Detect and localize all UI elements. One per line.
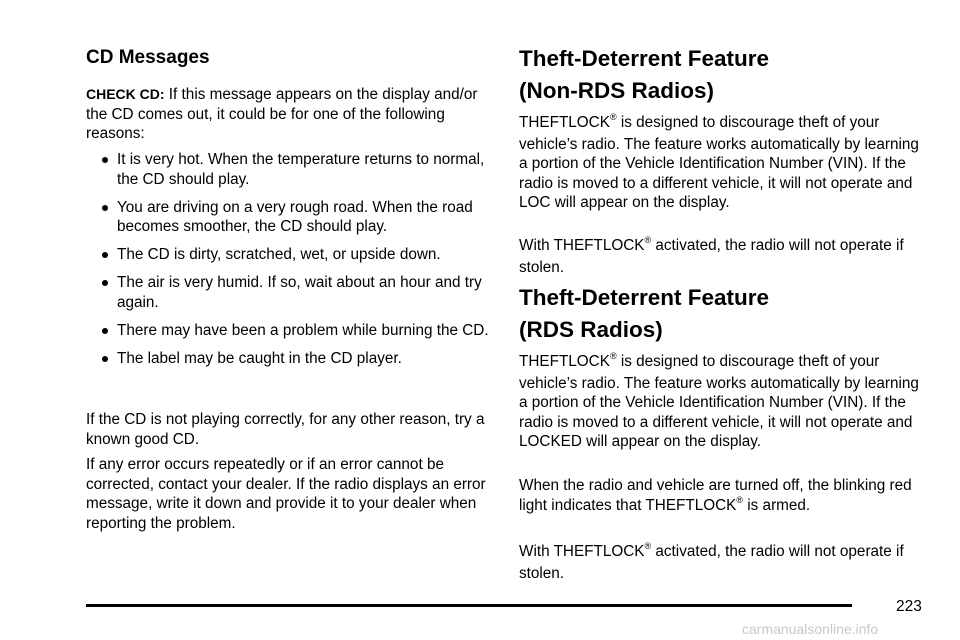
section2-heading-line2: (RDS Radios) bbox=[519, 317, 663, 342]
bullet-icon bbox=[102, 356, 108, 362]
registered-mark: ® bbox=[609, 351, 617, 361]
section1-heading-line1: Theft-Deterrent Feature bbox=[519, 46, 770, 71]
page-number: 223 bbox=[896, 598, 922, 615]
section2-heading-line1: Theft-Deterrent Feature bbox=[519, 285, 770, 310]
list-item: The label may be caught in the CD player. bbox=[86, 349, 490, 369]
section2-paragraph1: THEFTLOCK® is designed to discourage theft of your vehicle’s radio. The feature works automatically by learning a portion of the Vehicle Identification Number (VIN). If the radio is moved to a different vehicle, it will not operate and LOCKED will appear on the display. bbox=[519, 351, 919, 450]
section1-heading-line2: (Non-RDS Radios) bbox=[519, 78, 714, 103]
check-cd-paragraph bbox=[86, 85, 490, 144]
check-cd-text: If this message appears on the display and/or the CD comes out, it could be for one of the following reasons: bbox=[86, 86, 478, 142]
bullet-icon bbox=[102, 280, 108, 286]
registered-mark: ® bbox=[644, 235, 652, 245]
footer-rule bbox=[86, 604, 852, 607]
cd-reasons-list bbox=[86, 150, 490, 377]
check-cd-label: CHECK CD: bbox=[86, 86, 165, 102]
section1-paragraph1: THEFTLOCK® is designed to discourage theft of your vehicle’s radio. The feature works automatically by learning a portion of the Vehicle Identification Number (VIN). If the radio is moved to a different vehicle, it will not operate and LOC will appear on the display. bbox=[519, 112, 919, 211]
section2-paragraph2: When the radio and vehicle are turned off, the blinking red light indicates that THEFTLOCK® is armed. bbox=[519, 477, 912, 514]
error-paragraph: If any error occurs repeatedly or if an error cannot be corrected, contact your dealer. If the radio displays an error message, write it down and provide it to your dealer when reporting the problem. bbox=[86, 456, 486, 532]
watermark: carmanualsonline.info bbox=[742, 621, 879, 637]
registered-mark: ® bbox=[736, 494, 744, 505]
registered-mark: ® bbox=[609, 112, 617, 122]
bullet-icon bbox=[102, 252, 108, 258]
not-playing-paragraph: If the CD is not playing correctly, for any other reason, try a known good CD. bbox=[86, 411, 485, 448]
bullet-icon bbox=[102, 328, 108, 334]
list-item: It is very hot. When the temperature returns to normal, the CD should play. bbox=[86, 150, 490, 189]
list-item: There may have been a problem while burning the CD. bbox=[86, 321, 490, 341]
list-item: You are driving on a very rough road. When the road becomes smoother, the CD should play. bbox=[86, 198, 490, 237]
list-item: The CD is dirty, scratched, wet, or upside down. bbox=[86, 245, 490, 265]
list-item: The air is very humid. If so, wait about an hour and try again. bbox=[86, 273, 490, 312]
registered-mark: ® bbox=[644, 541, 652, 551]
bullet-icon bbox=[102, 205, 108, 211]
bullet-icon bbox=[102, 157, 108, 163]
section1-paragraph2: With THEFTLOCK® activated, the radio will not operate if stolen. bbox=[519, 235, 904, 276]
section2-paragraph3: With THEFTLOCK® activated, the radio will not operate if stolen. bbox=[519, 541, 904, 582]
cd-messages-heading: CD Messages bbox=[86, 47, 210, 68]
